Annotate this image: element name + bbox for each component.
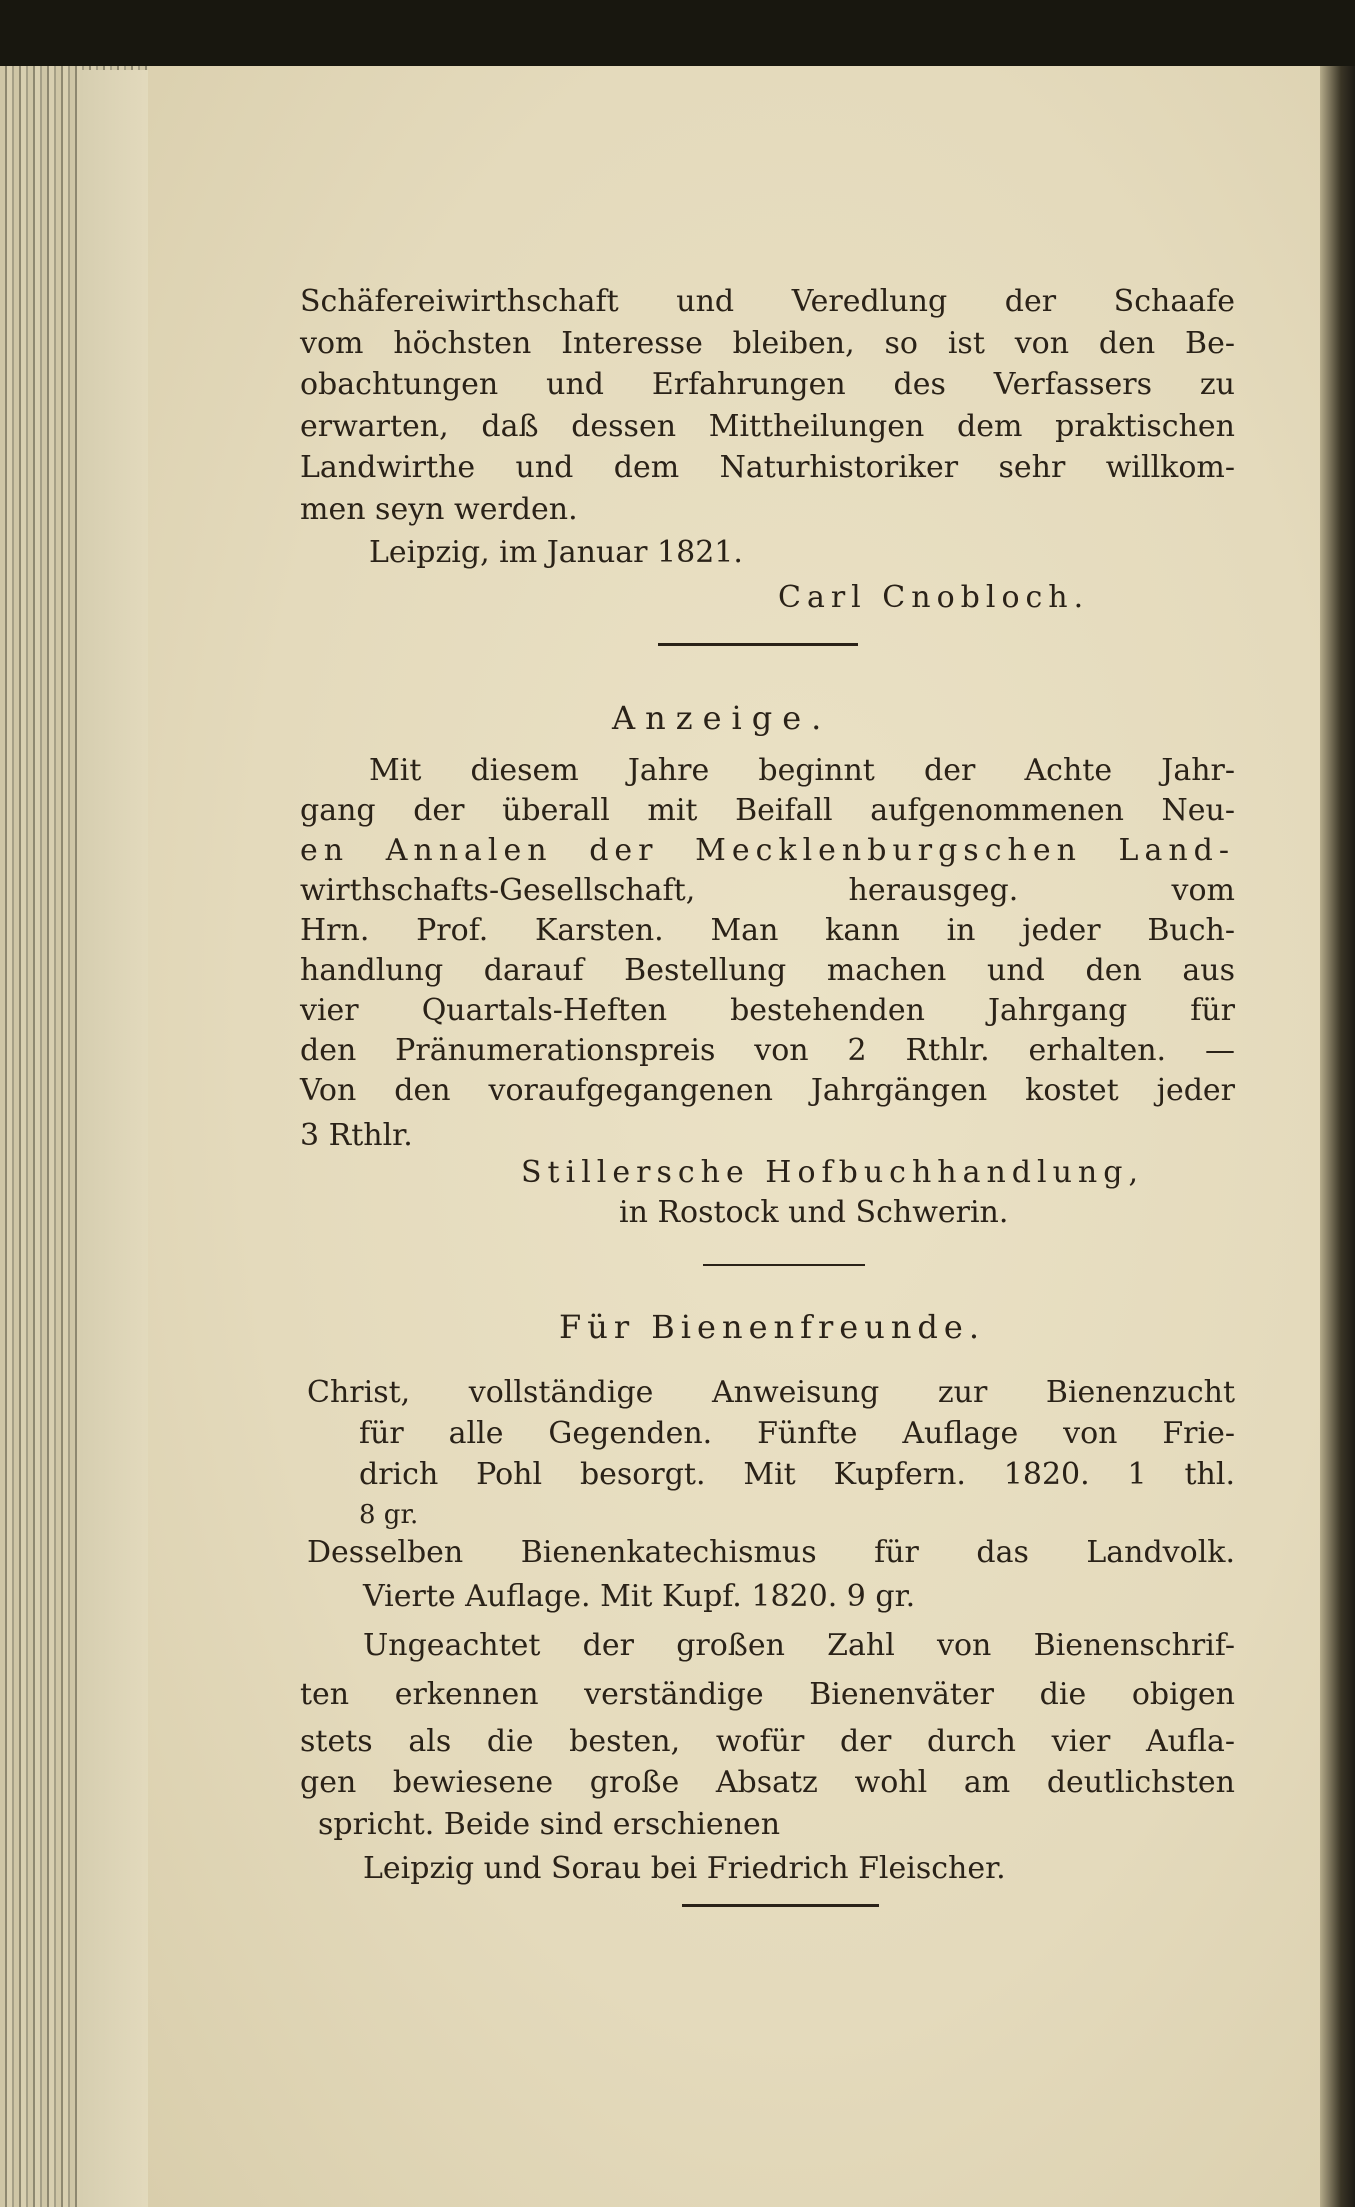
text-line: gen bewiesene große Absatz wohl am deutlichsten (300, 1765, 1235, 1800)
book-gutter (1320, 66, 1355, 2207)
book-entry-line: für alle Gegenden. Fünfte Auflage von Frie- (359, 1416, 1235, 1451)
book-entry-line: Desselben Bienenkatechismus für das Landvolk. (307, 1535, 1235, 1570)
page-fold (80, 70, 150, 2207)
text-line: erwarten, daß dessen Mittheilungen dem praktischen (300, 409, 1235, 444)
place-date: Leipzig, im Januar 1821. (369, 535, 743, 570)
divider-rule (658, 643, 858, 646)
text-line: stets als die besten, wofür der durch vier Aufla- (300, 1724, 1235, 1759)
text-line: Von den voraufgegangenen Jahrgängen kostet jeder (300, 1073, 1235, 1108)
text-line: den Pränumerationspreis von 2 Rthlr. erhalten. — (300, 1033, 1235, 1068)
text-line: Landwirthe und dem Naturhistoriker sehr willkom- (300, 450, 1235, 485)
divider-rule (703, 1264, 865, 1266)
book-entry-line: 8 gr. (359, 1500, 419, 1530)
imprint: Leipzig und Sorau bei Friedrich Fleischer. (363, 1851, 1006, 1886)
publisher: Stillersche Hofbuchhandlung, (521, 1155, 1144, 1190)
book-entry-line: Christ, vollständige Anweisung zur Bienenzucht (307, 1375, 1235, 1410)
text-line: men seyn werden. (300, 492, 578, 527)
text-line: handlung darauf Bestellung machen und den aus (300, 953, 1235, 988)
text-line: vier Quartals-Heften bestehenden Jahrgang für (300, 993, 1235, 1028)
publisher-place: in Rostock und Schwerin. (619, 1195, 1009, 1230)
text-line: Hrn. Prof. Karsten. Man kann in jeder Buch- (300, 913, 1235, 948)
text-line: en Annalen der Mecklenburgschen Land- (300, 833, 1235, 868)
text-line: spricht. Beide sind erschienen (318, 1807, 781, 1842)
text-line: Schäfereiwirthschaft und Veredlung der Schaafe (300, 284, 1235, 319)
text-line: obachtungen und Erfahrungen des Verfassers zu (300, 367, 1235, 402)
text-line: ten erkennen verständige Bienenväter die obigen (300, 1677, 1235, 1712)
book-entry-line: Vierte Auflage. Mit Kupf. 1820. 9 gr. (363, 1579, 916, 1614)
section-heading: Anzeige. (612, 699, 832, 737)
signature: Carl Cnobloch. (778, 580, 1090, 615)
text-line: vom höchsten Interesse bleiben, so ist von den Be- (300, 326, 1235, 361)
section-heading: Für Bienenfreunde. (559, 1308, 986, 1346)
text-line: Mit diesem Jahre beginnt der Achte Jahr- (369, 753, 1235, 788)
text-line: Ungeachtet der großen Zahl von Bienenschrif- (363, 1628, 1235, 1663)
text-line: wirthschafts-Gesellschaft, herausgeg. vom (300, 873, 1235, 908)
text-line: gang der überall mit Beifall aufgenommenen Neu- (300, 793, 1235, 828)
divider-rule (682, 1904, 879, 1907)
text-line: 3 Rthlr. (300, 1118, 413, 1153)
scan-background (0, 0, 1355, 66)
book-entry-line: drich Pohl besorgt. Mit Kupfern. 1820. 1 thl. (359, 1457, 1235, 1492)
